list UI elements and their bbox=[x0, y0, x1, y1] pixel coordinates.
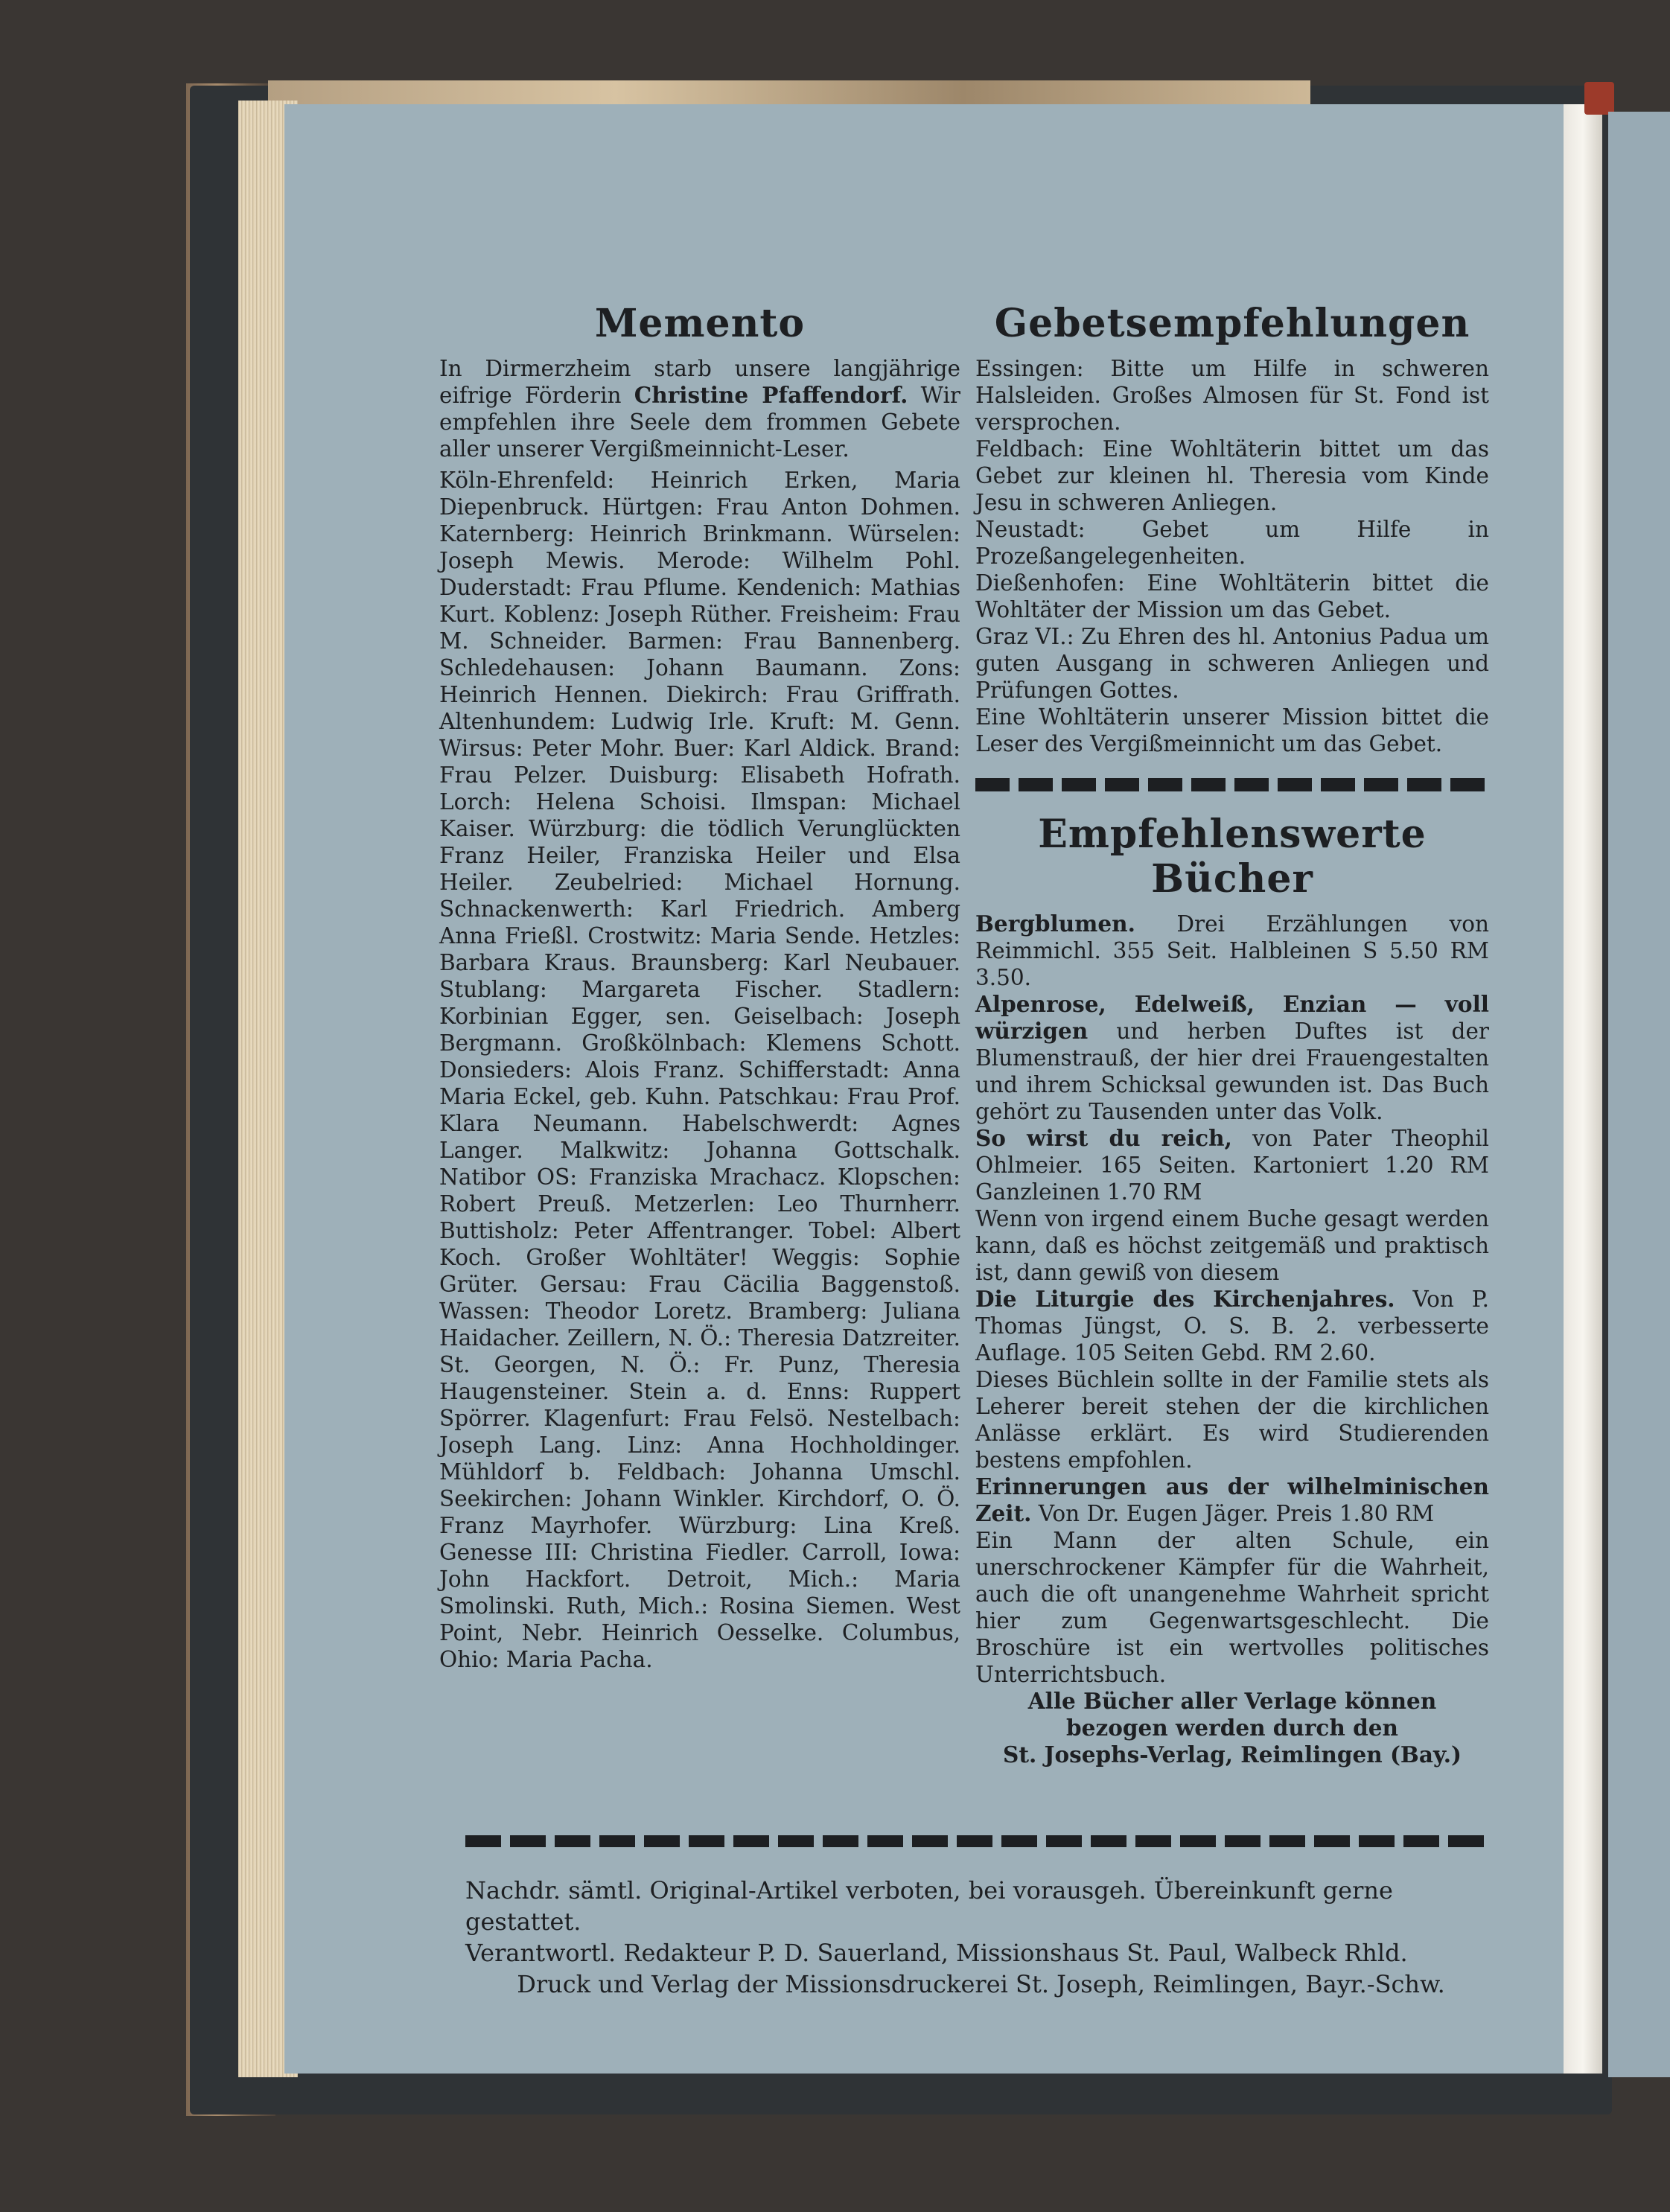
book-entry bbox=[975, 1473, 1489, 1527]
closing-line: bezogen werden durch den bbox=[1066, 1715, 1398, 1741]
gebet-entry: Essingen: Bitte um Hilfe in schweren Halsleiden. Großes Almosen für St. Fond ist versprochen. bbox=[975, 356, 1489, 435]
imprint-line: Nachdr. sämtl. Original-Artikel verboten, bei vorausgeh. Übereinkunft gerne gestattet. bbox=[465, 1876, 1393, 1936]
book-description: Ein Mann der alten Schule, ein unerschrockener Kämpfer für die Wahrheit, auch die oft unangenehme Wahrheit spricht hier zum Gegenwartsgeschlecht. Die Broschüre ist ein wertvolles politisches Unterrichtsbuch. bbox=[975, 1528, 1489, 1687]
gebet-heading: Gebetsempfehlungen bbox=[994, 301, 1470, 346]
headband bbox=[1584, 82, 1614, 115]
book-info: Drei Erzählungen von Reimmichl. 355 Seit. Halbleinen S 5.50 RM 3.50. bbox=[975, 911, 1489, 990]
book-title: Erinnerungen aus der wilhelminischen Zeit. bbox=[975, 1473, 1489, 1526]
book-entry bbox=[975, 911, 1489, 991]
book-info: von Pater Theophil Ohlmeier. 165 Seiten. Kartoniert 1.20 RM Ganzleinen 1.70 RM bbox=[975, 1126, 1489, 1205]
book-title: Bergblumen. bbox=[975, 911, 1135, 937]
book-desc-text: und herben Duftes ist der Blumenstrauß, der hier drei Frauengestalten und ihrem Schicksal gewunden ist. Das Buch gehört zu Tausenden unter das Volk. bbox=[975, 1019, 1489, 1124]
marbled-edge bbox=[268, 80, 1310, 104]
gebet-entry: Graz VI.: Zu Ehren des hl. Antonius Padua um guten Ausgang in schweren Anliegen und Prüfungen Gottes. bbox=[975, 624, 1489, 703]
next-page-edge bbox=[1608, 112, 1670, 2077]
book-title: Die Liturgie des Kirchenjahres. bbox=[975, 1286, 1395, 1312]
book-desc-bold: Alpenrose, Edelweiß, Enzian — voll würzigen bbox=[975, 991, 1489, 1044]
gebet-entry: Feldbach: Eine Wohltäterin bittet um das Gebet zur kleinen hl. Theresia vom Kinde Jesu in schweren Anliegen. bbox=[975, 436, 1489, 515]
right-column bbox=[975, 302, 1489, 1768]
memento-intro-name: Christine Pfaffendorf. bbox=[634, 382, 908, 408]
memento-heading: Memento bbox=[594, 301, 806, 346]
ornament-divider-full bbox=[465, 1835, 1489, 1847]
ornament-divider bbox=[975, 778, 1489, 791]
book-info: Von Dr. Eugen Jäger. Preis 1.80 RM bbox=[1031, 1501, 1435, 1526]
buecher-heading: Empfehlenswerte Bücher bbox=[1038, 812, 1427, 902]
book-description: Wenn von irgend einem Buche gesagt werden kann, daß es höchst zeitgemäß und praktisch ist, dann gewiß von diesem bbox=[975, 1206, 1489, 1285]
closing-line: Alle Bücher aller Verlage können bbox=[1027, 1688, 1437, 1714]
imprint-line: Verantwortl. Redakteur P. D. Sauerland, Missionshaus St. Paul, Walbeck Rhld. bbox=[465, 1939, 1408, 1967]
book-info: Von P. Thomas Jüngst, O. S. B. 2. verbesserte Auflage. 105 Seiten Gebd. RM 2.60. bbox=[975, 1287, 1489, 1365]
imprint-footer bbox=[465, 1875, 1497, 2000]
memento-column bbox=[439, 302, 960, 1673]
closing-line: St. Josephs-Verlag, Reimlingen (Bay.) bbox=[1003, 1741, 1462, 1768]
memento-intro-text-2: Wir empfehlen ihre Seele dem frommen Gebete aller unserer Vergißmeinnicht-Leser. bbox=[439, 383, 961, 462]
imprint-line: Druck und Verlag der Missionsdruckerei St. Joseph, Reimlingen, Bayr.-Schw. bbox=[517, 1970, 1445, 1998]
gebet-entry: Eine Wohltäterin unserer Mission bittet die Leser des Vergißmeinnicht um das Gebet. bbox=[975, 704, 1489, 756]
book-entry bbox=[975, 1286, 1489, 1366]
book-title: So wirst du reich, bbox=[975, 1125, 1232, 1151]
book-description: Dieses Büchlein sollte in der Familie stets als Leherer bereit stehen der die kirchlichen Anlässe erklärt. Es wird Studierenden bestens empfohlen. bbox=[975, 1367, 1489, 1473]
gebet-entry: Dießenhofen: Eine Wohltäterin bittet die Wohltäter der Mission um das Gebet. bbox=[975, 570, 1489, 622]
spine-strip bbox=[1564, 104, 1602, 2074]
memento-intro bbox=[439, 355, 960, 462]
memento-list: Köln-Ehrenfeld: Heinrich Erken, Maria Diepenbruck. Hürtgen: Frau Anton Dohmen. Katernberg: Heinrich Brinkmann. Würselen: Joseph Mewis. Merode: Wilhelm Pohl. Duderstadt: Frau Pflume. Kendenich: Mathias Kurt. Koblenz: Joseph Rüther. Freisheim: Frau M. Schneider. Barmen: Frau Bannenberg. Schledehausen: Johann Baumann. Zons: Heinrich Hennen. Diekirch: Frau Griffrath. Altenhundem: Ludwig Irle. Kruft: M. Genn. Wirsus: Peter Mohr. Buer: Karl Aldick. Brand: Frau Pelzer. Duisburg: Elisabeth Hofrath. Lorch: Helena Schoisi. Ilmspan: Michael Kaiser. Würzburg: die tödlich Verunglückten Franz Heiler, Franziska Heiler und Elsa Heiler. Zeubelried: Michael Hornung. Schnackenwerth: Karl Friedrich. Amberg Anna Frießl. Crostwitz: Maria Sende. Hetzles: Barbara Kraus. Braunsberg: Karl Neubauer. Stublang: Margareta Fischer. Stadlern: Korbinian Egger, sen. Geiselbach: Joseph Bergmann. Großkölnbach: Klemens Schott. Donsieders: Alois Franz. Schifferstadt: Anna Maria Eckel, geb. Kuhn. Patschkau: Frau Prof. Klara Neumann. Habelschwerdt: Agnes Langer. Malkwitz: Johanna Gottschalk. Natibor OS: Franziska Mrachacz. Klopschen: Robert Preuß. Metzerlen: Leo Thurnherr. Buttisholz: Peter Affentranger. Tobel: Albert Koch. Großer Wohltäter! Weggis: Sophie Grüter. Gersau: Frau Cäcilia Baggenstoß. Wassen: Theodor Loretz. Bramberg: Juliana Haidacher. Zeillern, N. Ö.: Theresia Datzreiter. St. Georgen, N. Ö.: Fr. Punz, Theresia Haugensteiner. Stein a. d. Enns: Ruppert Spörrer. Klagenfurt: Frau Felsö. Nestelbach: Joseph Lang. Linz: Anna Hochholdinger. Mühldorf b. Feldbach: Johanna Umschl. Seekirchen: Johann Winkler. Kirchdorf, O. Ö. Franz Mayrhofer. Würzburg: Lina Kreß. Genesse III: Christina Fiedler. Carroll, Iowa: John Hackfort. Detroit, Mich.: Maria Smolinski. Ruth, Mich.: Rosina Siemen. West Point, Nebr. Heinrich Oesselke. Columbus, Ohio: Maria Pacha. bbox=[439, 468, 960, 1672]
book-entry bbox=[975, 1125, 1489, 1205]
memento-intro-text-1: In Dirmerzheim starb unsere langjährige eifrige Förderin bbox=[439, 356, 960, 408]
book-description bbox=[975, 991, 1489, 1125]
gebet-entry: Neustadt: Gebet um Hilfe in Prozeßangelegenheiten. bbox=[975, 517, 1489, 569]
